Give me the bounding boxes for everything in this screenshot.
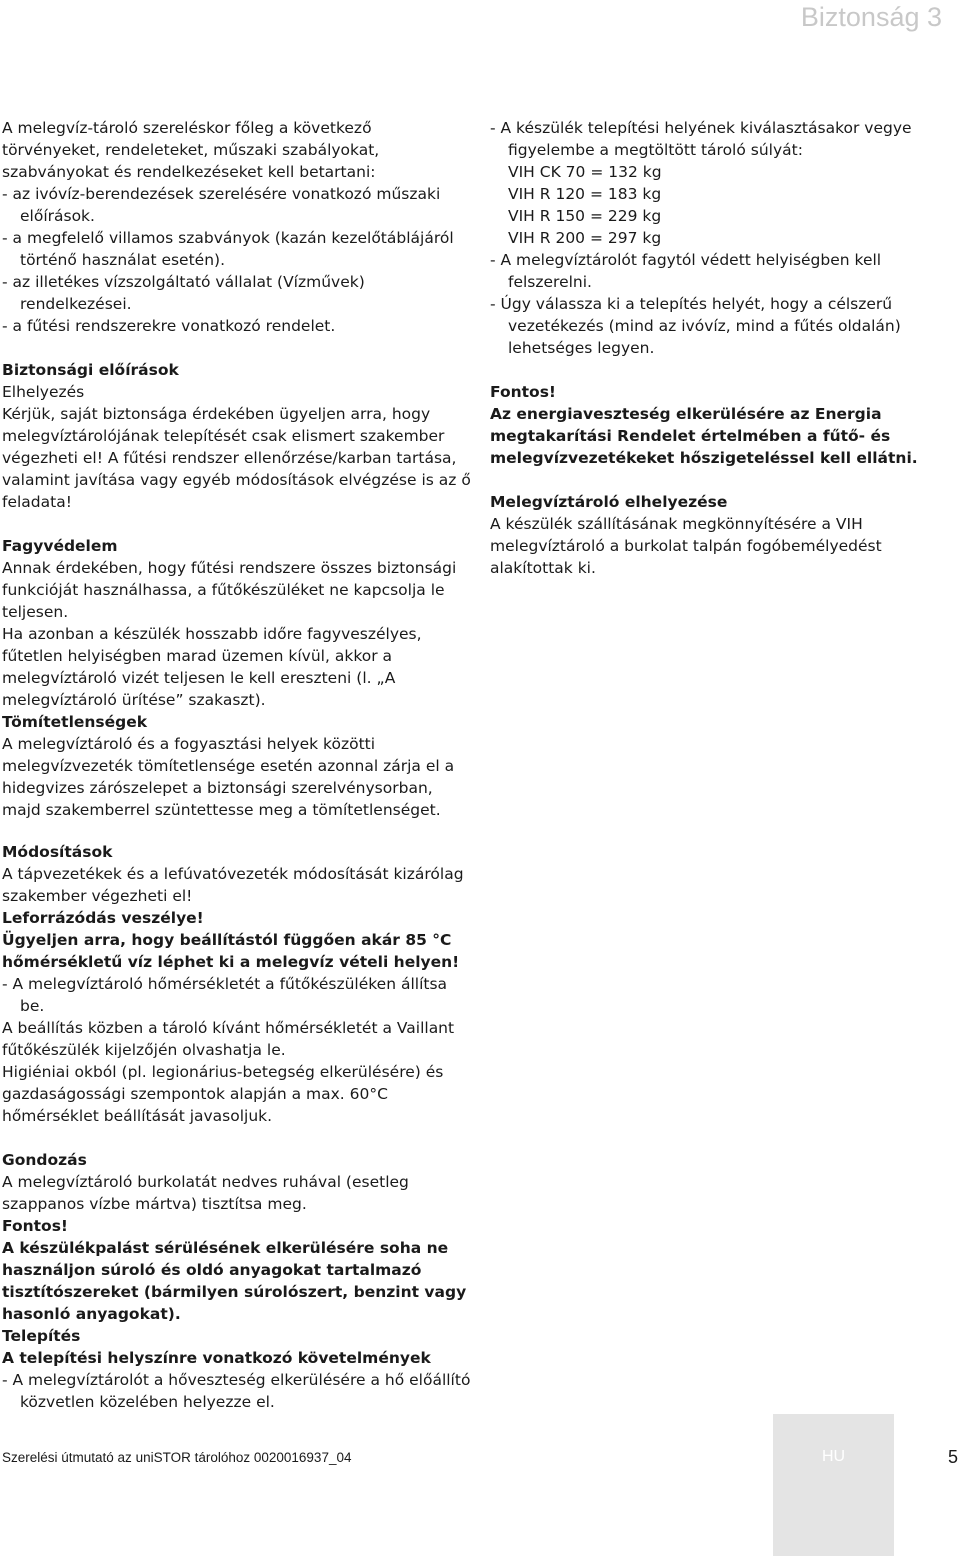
scald-text: A beállítás közben a tároló kívánt hőmérsékletét a Vaillant fűtőkészülék kijelzőjén olvashatja le. xyxy=(2,1019,455,1059)
frost-text: Ha azonban a készülék hosszabb időre fagyveszélyes, fűtetlen helyiségben marad üzemen kívül, akkor a melegvíztároló vizét teljesen le kell ereszteni (l. „A melegvíztároló ürítése” szakaszt). xyxy=(2,625,422,709)
placement-heading: Elhelyezés xyxy=(2,383,85,401)
placement-text: A készülék szállításának megkönnyítésére a VIH melegvíztároló a burkolat talpán fogóbemélyedést alakítottak ki. xyxy=(490,515,882,577)
page-number: 5 xyxy=(947,1447,958,1467)
leak-heading: Tömítetlenségek xyxy=(2,713,148,731)
placement-text: Kérjük, saját biztonsága érdekében ügyeljen arra, hogy melegvíztárolójának telepítését csak elismert szakember végezheti el! A fűtési rendszer ellenőrzése/karban tartása, valamint javítása vagy egyéb módosítások elvégzése is az ő feladata! xyxy=(2,405,471,511)
intro-list-item: - az ivóvíz-berendezések szerelésére vonatkozó műszaki előírások. xyxy=(2,185,441,225)
scald-text: Higiéniai okból (pl. legionárius-betegség elkerülésére) és gazdaságossági szempontok alapján a max. 60°C hőmérséklet beállítását javasoljuk. xyxy=(2,1063,444,1125)
weight-value: VIH R 120 = 183 kg xyxy=(508,185,662,203)
care-warning: A készülékpalást sérülésének elkerülésére soha ne használjon súroló és oldó anyagokat tartalmazó tisztítószereket (bármilyen súrolószert, benzint vagy hasonló anyagokat). xyxy=(2,1239,467,1323)
placement-heading: Melegvíztároló elhelyezése xyxy=(490,493,728,511)
intro-list-item: - az illetékes vízszolgáltató vállalat (Vízművek) rendelkezései. xyxy=(2,273,365,313)
modifications-text: A tápvezetékek és a lefúvatóvezeték módosítását kizárólag szakember végezheti el! xyxy=(2,865,464,905)
language-label: HU xyxy=(821,1448,846,1465)
attention-label: Fontos! xyxy=(490,383,556,401)
weight-value: VIH R 150 = 229 kg xyxy=(508,207,662,225)
frost-list-item: - A melegvíztárolót fagytól védett helyiségben kell felszerelni. xyxy=(490,251,882,291)
frost-heading: Fagyvédelem xyxy=(2,537,118,555)
footer-manual-text: Szerelési útmutató az uniSTOR tárolóhoz 0020016937_04 xyxy=(2,1450,352,1465)
section-title: Biztonság 3 xyxy=(800,2,942,32)
right-column xyxy=(490,117,950,579)
language-tab xyxy=(773,1414,894,1556)
left-column xyxy=(2,117,472,1413)
leak-text: A melegvíztároló és a fogyasztási helyek közötti melegvízvezeték tömítetlensége esetén azonnal zárja el a hidegvizes zárószelepet a biztonsági szerelvénysorban, majd szakemberrel szüntettesse meg a tömítetlenséget. xyxy=(2,735,455,819)
weight-value: VIH CK 70 = 132 kg xyxy=(508,163,662,181)
care-text: A melegvíztároló burkolatát nedves ruhával (esetleg szappanos vízbe mártva) tisztítsa meg. xyxy=(2,1173,409,1213)
install-subheading: A telepítési helyszínre vonatkozó követelmények xyxy=(2,1349,431,1367)
page-header xyxy=(0,0,960,34)
scald-list-item: - A melegvíztároló hőmérsékletét a fűtőkészüléken állítsa be. xyxy=(2,975,448,1015)
intro-list-item: - a megfelelő villamos szabványok (kazán kezelőtáblájáról történő használat esetén). xyxy=(2,229,454,269)
care-attention: Fontos! xyxy=(2,1217,68,1235)
care-heading: Gondozás xyxy=(2,1151,87,1169)
install-list-item: - A melegvíztárolót a hőveszteség elkerülésére a hő előállító közvetlen közelében helyezze el. xyxy=(2,1371,471,1411)
frost-text: Annak érdekében, hogy fűtési rendszere összes biztonsági funkcióját használhassa, a fűtőkészüléket ne kapcsolja le teljesen. xyxy=(2,559,457,621)
modifications-heading: Módosítások xyxy=(2,843,113,861)
safety-heading: Biztonsági előírások xyxy=(2,361,179,379)
energy-warning: Az energiaveszteség elkerülésére az Energia megtakarítási Rendelet értelmében a fűtő- és melegvízvezetékeket hőszigeteléssel kell ellátni. xyxy=(490,405,918,467)
scald-heading: Leforrázódás veszélye! xyxy=(2,909,204,927)
weight-value: VIH R 200 = 297 kg xyxy=(508,229,662,247)
pipe-list-item: - Úgy válassza ki a telepítés helyét, hogy a célszerű vezetékezés (mind az ivóvíz, mind a fűtés oldalán) lehetséges legyen. xyxy=(490,295,901,357)
intro-list-item: - a fűtési rendszerekre vonatkozó rendelet. xyxy=(2,317,336,335)
intro-text: A melegvíz-tároló szereléskor főleg a következő törvényeket, rendeleteket, műszaki szabályokat, szabványokat és rendelkezéseket kell betartani: xyxy=(2,119,380,181)
install-heading: Telepítés xyxy=(2,1327,81,1345)
weight-list-item: - A készülék telepítési helyének kiválasztásakor vegye figyelembe a megtöltött tároló súlyát: xyxy=(490,119,912,159)
scald-warning: Ügyeljen arra, hogy beállítástól függően akár 85 °C hőmérsékletű víz léphet ki a melegvíz vételi helyen! xyxy=(2,931,460,971)
